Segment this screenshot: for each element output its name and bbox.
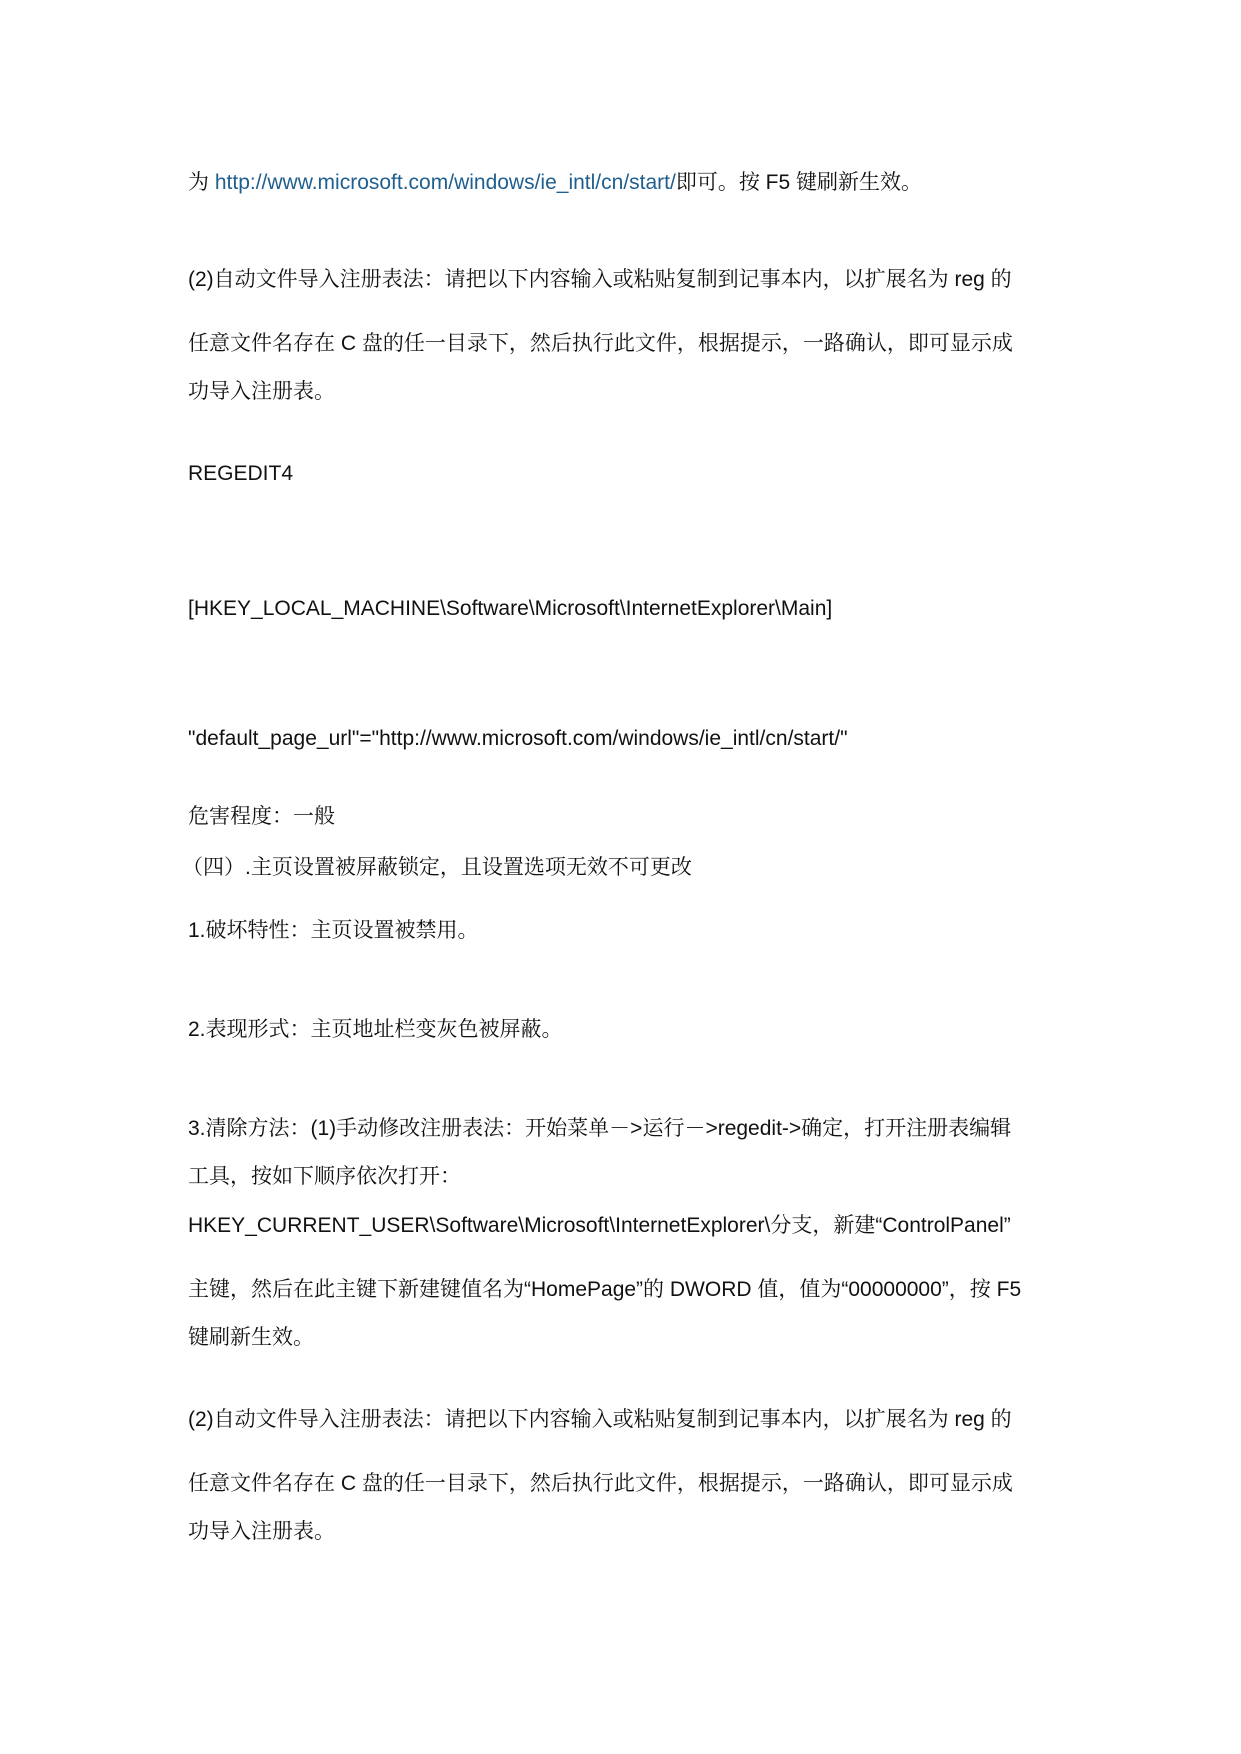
paragraph-line: 功导入注册表。 — [188, 1520, 335, 1543]
paragraph-line: 主键，然后在此主键下新建键值名为“HomePage”的 DWORD 值，值为“00000000”，按 F5 — [188, 1278, 1022, 1301]
microsoft-start-link[interactable]: http://www.microsoft.com/windows/ie_intl/cn/start/ — [214, 171, 676, 194]
paragraph-line: 任意文件名存在 C 盘的任一目录下，然后执行此文件，根据提示，一路确认，即可显示成 — [188, 1472, 1013, 1495]
line-suffix: 即可。按 F5 键刷新生效。 — [675, 171, 923, 194]
registry-key-line: [HKEY_LOCAL_MACHINE\Software\Microsoft\InternetExplorer\Main] — [188, 597, 833, 620]
list-item: 3.清除方法：(1)手动修改注册表法：开始菜单－>运行－>regedit->确定，打开注册表编辑 — [188, 1117, 1012, 1140]
paragraph-line: 功导入注册表。 — [188, 380, 335, 403]
list-item: 1.破坏特性：主页设置被禁用。 — [188, 919, 479, 942]
section-heading: （四）.主页设置被屏蔽锁定，且设置选项无效不可更改 — [182, 856, 692, 879]
paragraph-line: 工具，按如下顺序依次打开： — [188, 1165, 461, 1188]
hazard-level: 危害程度：一般 — [188, 805, 335, 828]
paragraph-line: HKEY_CURRENT_USER\Software\Microsoft\InternetExplorer\分支，新建“ControlPanel” — [188, 1214, 1011, 1237]
paragraph-line: 键刷新生效。 — [188, 1326, 314, 1349]
paragraph-line: (2)自动文件导入注册表法：请把以下内容输入或粘贴复制到记事本内，以扩展名为 reg 的 — [188, 268, 1012, 291]
regedit-header: REGEDIT4 — [188, 462, 294, 485]
list-item: 2.表现形式：主页地址栏变灰色被屏蔽。 — [188, 1018, 563, 1041]
registry-value-line: "default_page_url"="http://www.microsoft.com/windows/ie_intl/cn/start/" — [188, 727, 848, 750]
paragraph-line — [188, 169, 922, 197]
paragraph-line: 任意文件名存在 C 盘的任一目录下，然后执行此文件，根据提示，一路确认，即可显示成 — [188, 332, 1013, 355]
line-prefix: 为 — [188, 171, 215, 194]
paragraph-line: (2)自动文件导入注册表法：请把以下内容输入或粘贴复制到记事本内，以扩展名为 reg 的 — [188, 1408, 1012, 1431]
